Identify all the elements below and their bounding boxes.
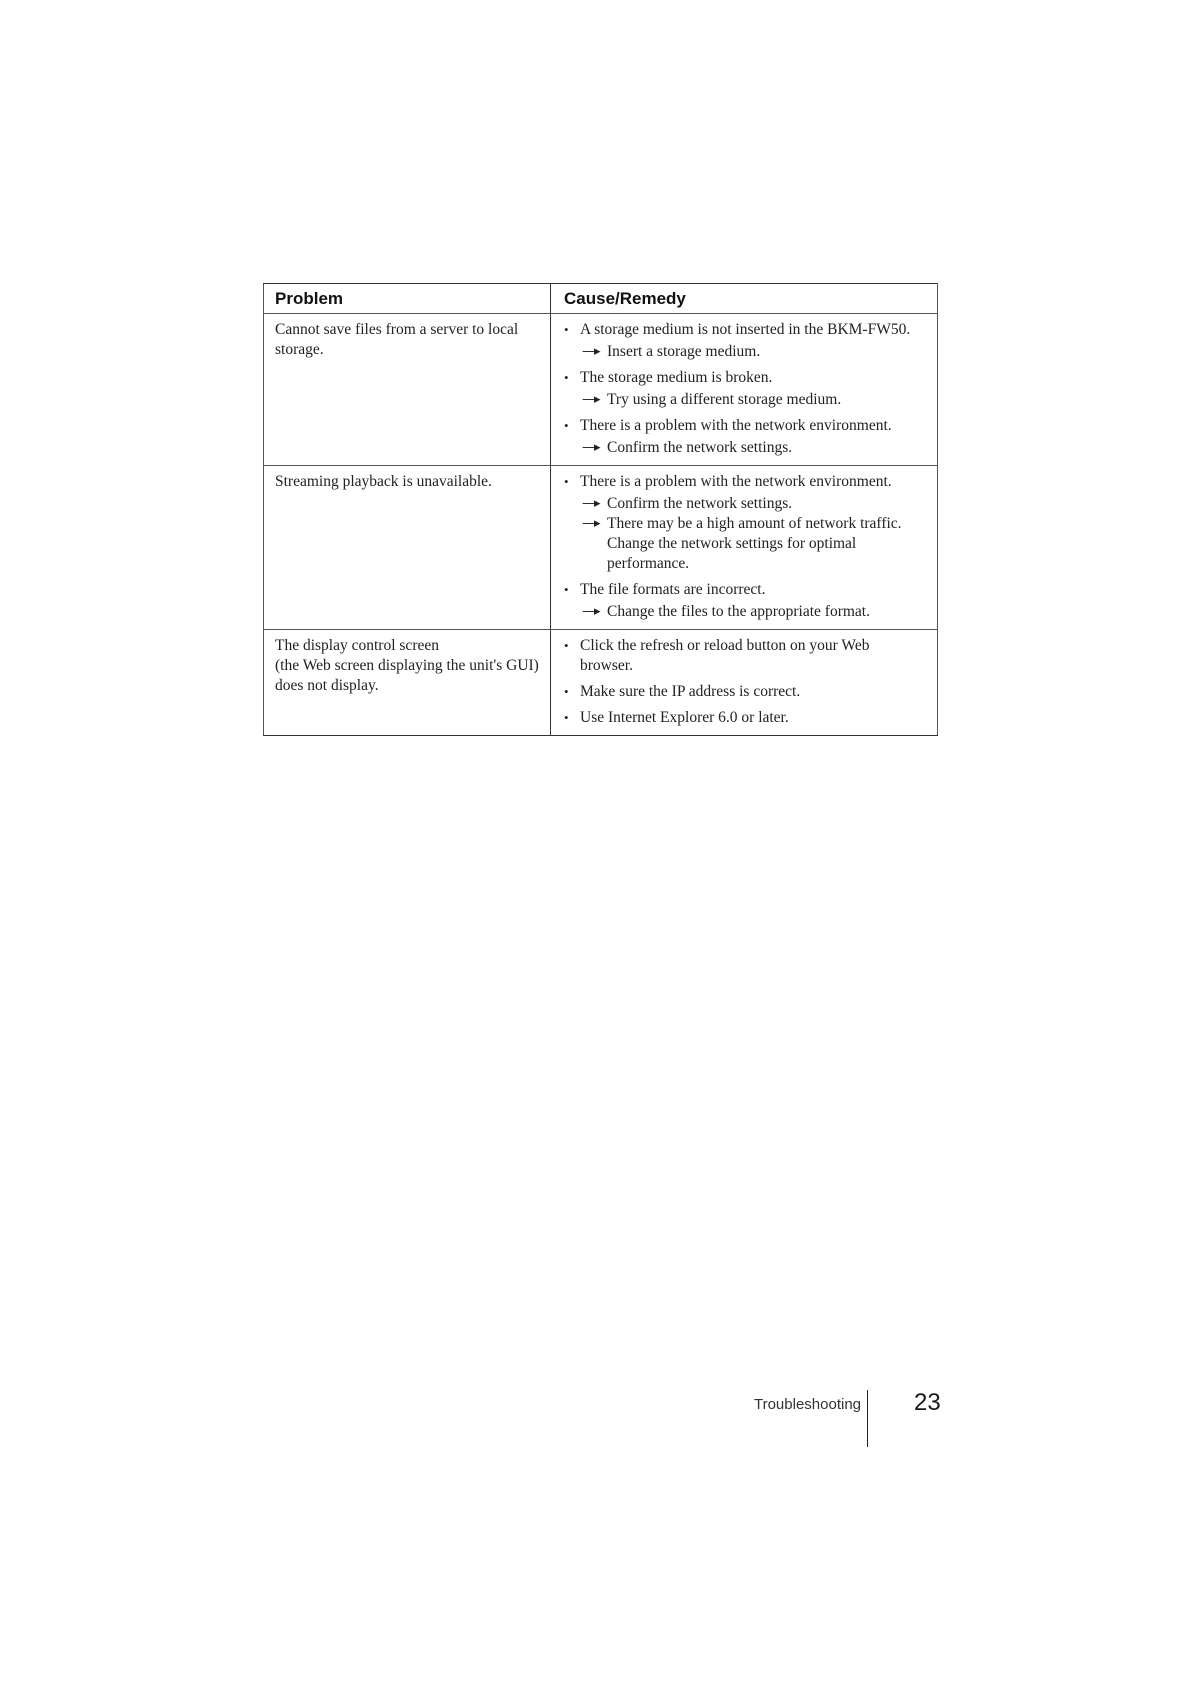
remedy-item [580,602,925,622]
table-row [264,314,938,466]
cause-item [564,320,925,362]
bullet-icon: • [564,370,569,385]
cause-item [564,580,925,622]
cause-item [564,472,925,574]
cause-text: Use Internet Explorer 6.0 or later. [580,709,789,726]
remedy-item [580,438,925,458]
remedy-text: There may be a high amount of network traffic. Change the network settings for optimal performance. [607,515,902,572]
header-cause-remedy: Cause/Remedy [551,284,938,314]
bullet-icon: • [564,710,569,725]
bullet-icon: • [564,638,569,653]
cause-text: Click the refresh or reload button on your Web browser. [580,637,870,674]
remedy-text: Insert a storage medium. [607,343,761,360]
problem-cell [264,466,551,630]
table-row [264,466,938,630]
bullet-icon: • [564,418,569,433]
arrow-right-icon: —▸ [582,604,600,619]
cause-text: Make sure the IP address is correct. [580,683,801,700]
footer-divider [867,1390,869,1447]
arrow-right-icon: —▸ [582,516,600,531]
cause-item [564,416,925,458]
cause-item [564,636,925,676]
cause-list [564,472,925,622]
cause-text: There is a problem with the network environment. [580,417,892,434]
remedy-item [580,390,925,410]
bullet-icon: • [564,582,569,597]
remedy-text: Confirm the network settings. [607,439,793,456]
bullet-icon: • [564,684,569,699]
cause-remedy-cell [551,630,938,736]
cause-remedy-cell [551,466,938,630]
cause-list [564,320,925,458]
cause-text: The file formats are incorrect. [580,581,766,598]
cause-text: The storage medium is broken. [580,369,773,386]
table-row [264,630,938,736]
problem-text: Cannot save files from a server to local storage. [275,321,519,358]
cause-list [564,636,925,728]
arrow-right-icon: —▸ [582,440,600,455]
cause-item [564,368,925,410]
arrow-right-icon: —▸ [582,344,600,359]
remedy-list [580,438,925,458]
header-problem: Problem [264,284,551,314]
problem-cell [264,314,551,466]
cause-text: A storage medium is not inserted in the BKM-FW50. [580,321,911,338]
page-footer [0,1390,905,1450]
cause-item [564,708,925,728]
table-header-row [264,284,938,314]
problem-text: The display control screen (the Web screen displaying the unit's GUI) does not display. [275,637,539,694]
remedy-item [580,514,925,574]
arrow-right-icon: —▸ [582,392,600,407]
remedy-list [580,602,925,622]
remedy-text: Try using a different storage medium. [607,391,842,408]
section-title: Troubleshooting [753,1396,861,1413]
troubleshooting-table [263,283,938,736]
arrow-right-icon: —▸ [582,496,600,511]
bullet-icon: • [564,474,569,489]
remedy-list [580,494,925,574]
remedy-item [580,342,925,362]
remedy-text: Confirm the network settings. [607,495,793,512]
cause-item [564,682,925,702]
page-number: 23 [914,1389,941,1416]
remedy-list [580,390,925,410]
problem-text: Streaming playback is unavailable. [275,473,492,490]
cause-remedy-cell [551,314,938,466]
remedy-text: Change the files to the appropriate format. [607,603,870,620]
problem-cell [264,630,551,736]
cause-text: There is a problem with the network environment. [580,473,892,490]
bullet-icon: • [564,322,569,337]
table-body [264,314,938,736]
remedy-item [580,494,925,514]
remedy-list [580,342,925,362]
